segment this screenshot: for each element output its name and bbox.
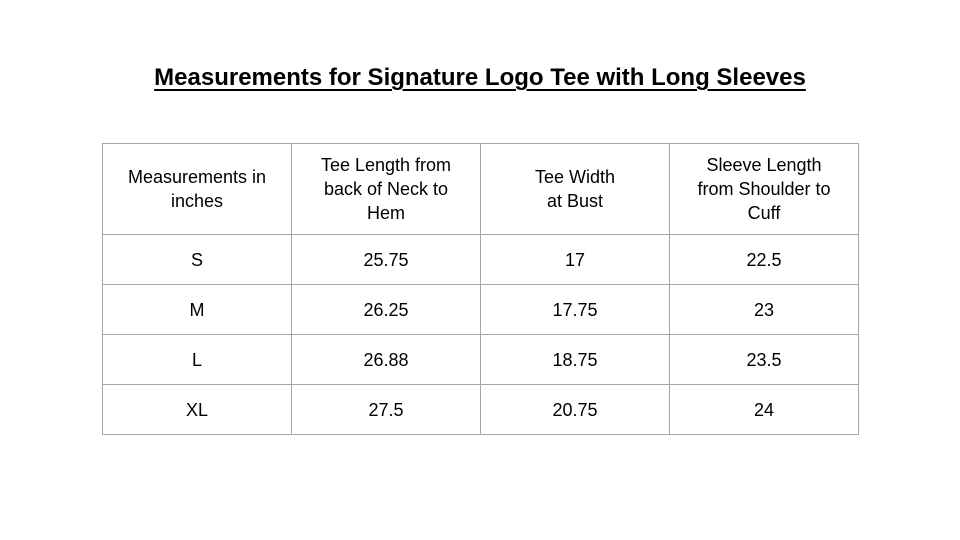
header-tee-width: Tee Width at Bust xyxy=(481,144,670,235)
cell-size: L xyxy=(103,335,292,385)
table-row xyxy=(103,335,859,385)
table-row xyxy=(103,235,859,285)
cell-tee-width: 18.75 xyxy=(481,335,670,385)
header-sleeve-length: Sleeve Length from Shoulder to Cuff xyxy=(670,144,859,235)
size-chart-table xyxy=(102,143,859,435)
cell-tee-length: 25.75 xyxy=(292,235,481,285)
cell-size: S xyxy=(103,235,292,285)
cell-sleeve-length: 22.5 xyxy=(670,235,859,285)
cell-tee-width: 17.75 xyxy=(481,285,670,335)
header-measurements-in-inches: Measurements in inches xyxy=(103,144,292,235)
cell-sleeve-length: 23.5 xyxy=(670,335,859,385)
table-row xyxy=(103,285,859,335)
header-tee-length: Tee Length from back of Neck to Hem xyxy=(292,144,481,235)
table-row xyxy=(103,385,859,435)
cell-tee-length: 27.5 xyxy=(292,385,481,435)
cell-tee-width: 17 xyxy=(481,235,670,285)
page-title: Measurements for Signature Logo Tee with Long Sleeves xyxy=(154,64,806,91)
cell-size: M xyxy=(103,285,292,335)
cell-tee-length: 26.88 xyxy=(292,335,481,385)
cell-tee-width: 20.75 xyxy=(481,385,670,435)
cell-sleeve-length: 23 xyxy=(670,285,859,335)
cell-sleeve-length: 24 xyxy=(670,385,859,435)
cell-size: XL xyxy=(103,385,292,435)
table-header-row xyxy=(103,144,859,235)
cell-tee-length: 26.25 xyxy=(292,285,481,335)
